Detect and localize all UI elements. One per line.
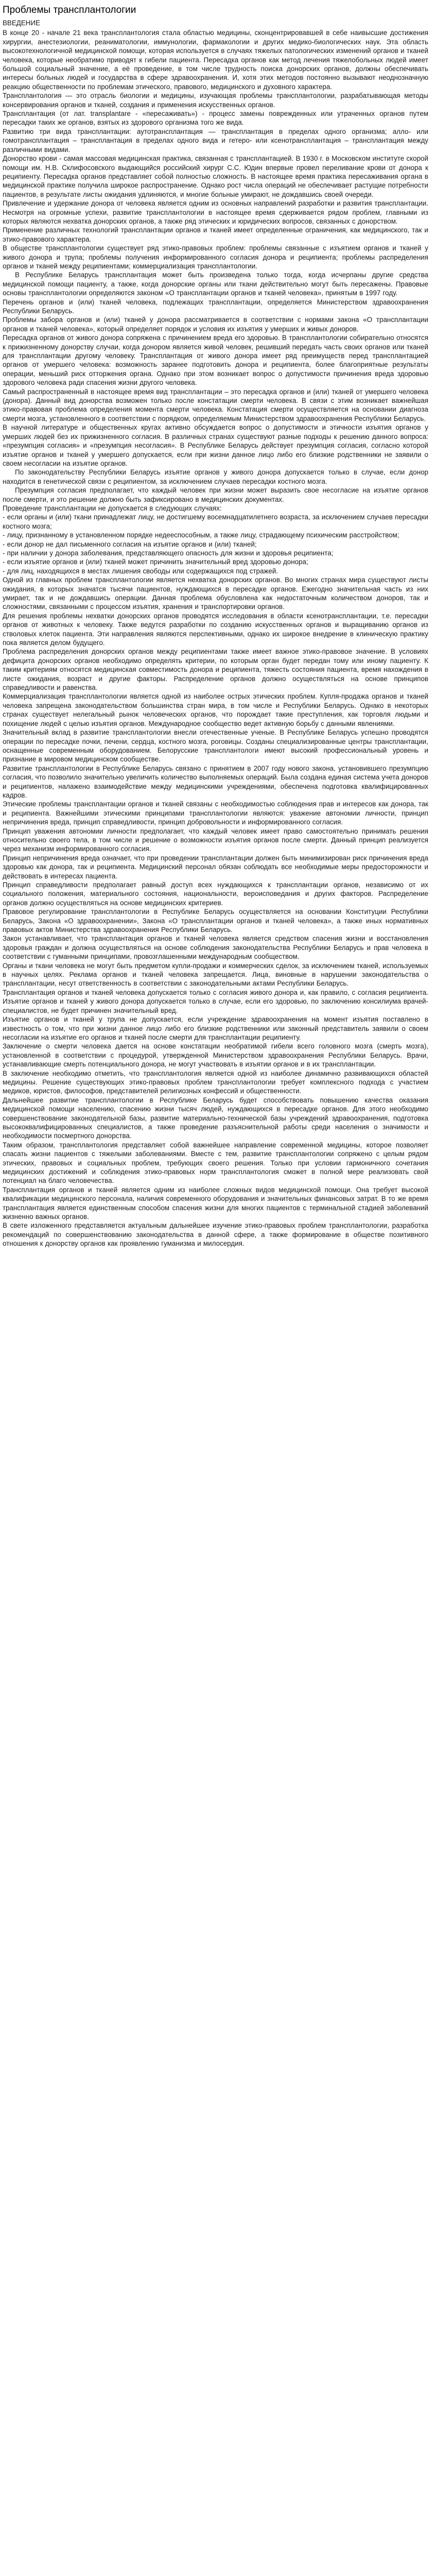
paragraph: Принцип уважения автономии личности предполагает, что каждый человек имеет право самостоятельно принимать решения относительно своего тела, в том числе и решение о возможности изъятия органов после смерти. Данный принцип реализуется через механизм информированного согласия. xyxy=(3,827,428,853)
dash-list-item: - если органы и (или) ткани принадлежат лицу, не достигшему восемнадцатилетнего возраста, за исключением случаев пересадки костного мозга; xyxy=(3,513,428,530)
paragraph: Самый распространенный в настоящее время вид трансплантации – это пересадка органов и (или) тканей от умершего человека (донора). Данный вид донорства возможен только после констатации смерти человека. В связи с этим возникает важнейшая этико-правовая проблема определения момента смерти человека. Констатация смерти осуществляется на основании диагноза смерти мозга, установленного в соответствии с порядком, определяемым Министерством здравоохранения Республики Беларусь. xyxy=(3,387,428,422)
paragraph: Принцип непричинения вреда означает, что при проведении трансплантации должен быть минимизирован риск причинения вреда здоровью как донора, так и реципиента. Медицинский персонал обязан соблюдать все необходимые меры предосторожности и действовать в интересах пациента. xyxy=(3,854,428,880)
dash-list-item: - лицу, признанному в установленном порядке недееспособным, а также лицу, страдающему психическим расстройством; xyxy=(3,531,399,539)
paragraph: Трансплантация органов и тканей является одним из наиболее сложных видов медицинской помощи. Она требует высокой квалификации медицинского персонала, наличия современного оборудования и значительных финансовых затрат. В то же время трансплантация является единственным способом спасения жизни для многих пациентов с терминальной стадией заболеваний жизненно важных органов. xyxy=(3,1185,428,1221)
paragraph: Правовое регулирование трансплантологии в Республике Беларусь осуществляется на основании Конституции Республики Беларусь, Закона «О здравоохранении», Закона «О трансплантации органов и тканей человека», а также иных нормативных правовых актов Министерства здравоохранения Республики Беларусь. xyxy=(3,908,428,934)
paragraph: Развитию три вида трансплантации: аутотрансплантация — трансплантация в пределах одного организма; алло- или гомотрансплантация – трансплантация в пределах одного вида и гетеро- или ксенотрансплантация – трансплантация между различными видами. xyxy=(3,127,428,154)
numbered-list-item: По законодательству Республики Беларусь изъятие органов у живого донора допускается только в случае, если донор находится в генетической связи с реципиентом, за исключением случаев пересадки костного мозга. xyxy=(3,468,428,485)
paragraph: Проблемы забора органов и (или) тканей у донора рассматривается в соответствии с нормами закона «О трансплантации органов и тканей человека», который определяет порядок и условия их изъятия у умерших и живых доноров. xyxy=(3,316,428,333)
paragraph: Развитие трансплантологии в Республике Беларусь связано с принятием в 2007 году нового закона, установившего презумпцию согласия, что позволило значительно увеличить количество выполняемых операций. Была создана единая система учета доноров и реципиентов, налажено взаимодействие между медицинскими учреждениями, обеспечена подготовка квалифицированных кадров. xyxy=(3,764,428,799)
section-heading: ВВЕДЕНИЕ xyxy=(3,19,41,27)
paragraph: Одной из главных проблем трансплантологии является нехватка донорских органов. Во многих странах мира существуют листы ожидания, в которых значатся тысячи пациентов, нуждающихся в пересадке органов. Ежегодно значительная часть из них умирает, так и не дождавшись операции. Данная проблема обусловлена как недостаточным количеством доноров, так и сложностями, связанными с процессом изъятия, хранения и транспортировки органов. xyxy=(3,576,428,611)
dash-list-intro: Проведение трансплантации не допускается в следующих случаях: xyxy=(3,504,222,512)
paragraph: Изъятие органов и тканей у трупа не допускается, если учреждение здравоохранения на момент изъятия поставлено в известность о том, что при жизни данное лицо либо его близкие родственники или законный представитель заявили о своем несогласии на изъятие его органов и тканей после смерти для трансплантации реципиенту. xyxy=(3,1015,428,1041)
paragraph: В Республике Беларусь трансплантация может быть произведена только тогда, когда исчерпаны другие средства медицинской помощи пациенту, а также, когда донорские органы или ткани действительно могут быть пересажены. Правовые основы трансплантологии определяются законом «О трансплантации органов и тканей человека», принятым в 1997 году. xyxy=(3,271,428,297)
paragraph: Трансплантация (от лат. transplantare - «пересаживать») - процесс замены поврежденных или утраченных органов путем пересадки таких же органов, взятых из здорового организма того же вида. xyxy=(3,110,428,127)
paragraph: Донорство крови - самая массовая медицинская практика, связанная с трансплантацией. В 1930 г. в Московском институте скорой помощи им. Н.В. Склифосовского выдающийся российский хирург С.С. Юдин впервые провел переливание крови от донора к реципиенту. Пересадка органов представляет собой полностью сложность. В настоящее время практика пересаживания органа в медицинской практике получила широкое распространение. Однако рост числа операций не обеспечивает растущие потребности пациентов, в результате листы ожидания удлиняются, и многие больные умирают, не дождавшись своей очереди. xyxy=(3,155,428,198)
paragraph: Перечень органов и (или) тканей человека, подлежащих трансплантации, определяется Министерством здравоохранения Республики Беларусь. xyxy=(3,298,428,315)
paragraph: Привлечение и удержание донора от человека является одним из основных направлений разработки и развития трансплантации. Несмотря на огромные успехи, развитие трансплантологии в настоящее время сдерживается рядом проблем, главными из которых являются нехватка донорских органов, а также ряд этических и юридических вопросов, связанных с донорством. xyxy=(3,199,428,225)
closing-paragraphs xyxy=(3,575,428,1248)
numbered-list xyxy=(3,468,428,504)
dash-list-item: - если донор не дал письменного согласия на изъятие органов и (или) тканей; xyxy=(3,540,257,548)
paragraph: Коммерциализация трансплантологии является одной из наиболее острых этических проблем. Купля-продажа органов и тканей человека запрещена законодательством большинства стран мира, в том числе и Республики Беларусь. Однако в некоторых странах существует нелегальный рынок человеческих органов, что порождает такие преступления, как торговля людьми и похищение людей с целью изъятия органов. Международное сообщество ведет активную борьбу с данными явлениями. xyxy=(3,692,428,727)
paragraph: В обществе трансплантологии существует ряд этико-правовых проблем: проблемы связанные с изъятием органов и тканей у живого донора и трупа; проблемы получения информированного согласия донора и реципиента; проблемы распределения органов и тканей между реципиентами; коммерциализация трансплантологии. xyxy=(3,244,428,270)
page-title: Проблемы трансплантологии xyxy=(3,5,136,15)
body-paragraphs xyxy=(3,28,428,468)
paragraph: В научной литературе и общественных кругах активно обсуждается вопрос о допустимости и этичности изъятия органов у умерших людей без их прижизненного согласия. В различных странах существуют разные подходы к решению данного вопроса: «презумпция согласия» и «презумпция несогласия». В Республике Беларусь действует презумпция согласия, согласно которой изъятие органов и тканей у умершего допускается, если при жизни данное лицо либо его близкие родственники не заявили о своем несогласии на изъятие органов. xyxy=(3,423,428,467)
numbered-list-item: Презумпция согласия предполагает, что каждый человек при жизни может выразить свое несогласие на изъятие органов после смерти, и это решение должно быть зафиксировано в медицинских документах. xyxy=(3,486,428,503)
dash-list-item: - для лиц, находящихся в местах лишения свободы или содержащихся под стражей. xyxy=(3,567,278,575)
paragraph: Для решения проблемы нехватки донорских органов проводятся исследования в области ксенотрансплантации, т.е. пересадки органов от животных к человеку. Также ведутся разработки по созданию искусственных органов и выращиванию органов из стволовых клеток пациента. Эти направления являются перспективными, однако их широкое внедрение в клиническую практику пока является делом будущего. xyxy=(3,612,428,647)
paragraph: Таким образом, трансплантология представляет собой важнейшее направление современной медицины, которое позволяет спасать жизни пациентов с тяжелыми заболеваниями. Вместе с тем, развитие трансплантологии сопряжено с целым рядом этических, правовых и социальных проблем, требующих своего решения. Только при условии гармоничного сочетания медицинских достижений и соблюдения этико-правовых норм трансплантология сможет в полной мере реализовать свой потенциал на благо человечества. xyxy=(3,1141,428,1185)
paragraph: Значительный вклад в развитие трансплантологии внесли отечественные ученые. В Республике Беларусь успешно проводятся операции по пересадке почки, печени, сердца, костного мозга, роговицы. Созданы специализированные центры трансплантации, оснащенные современным оборудованием. Белорусские трансплантологи имеют высокий профессиональный уровень и признание в мировом медицинском сообществе. xyxy=(3,728,428,764)
paragraph: Трансплантация органов и тканей человека допускается только с согласия живого донора и, как правило, с согласия реципиента. Изъятие органов и тканей у живого донора допускается только в случае, если его здоровью, по заключению консилиума врачей-специалистов, не будет причинен значительный вред. xyxy=(3,988,428,1014)
paragraph: Дальнейшее развитие трансплантологии в Республике Беларусь будет способствовать повышению качества оказания медицинской помощи населению, спасению жизни тысяч людей, нуждающихся в пересадке органов. Для этого необходимо совершенствование законодательной базы, развитие материально-технической базы учреждений здравоохранения, подготовка высококвалифицированных специалистов, а также проведение разъяснительной работы среди населения о значимости и необходимости посмертного донорства. xyxy=(3,1096,428,1140)
paragraph: В конце 20 - начале 21 века трансплантология стала областью медицины, сконцентрировавшей в себе наивысшие достижения хирургии, анестезиологии, реаниматологии, иммунологии, фармакологии и других медико-биологических наук. Эта область высокотехнологичной медицинской помощи, которая используется в случаях тяжелых патологических изменений органов и тканей человека, которые необратимо приводят к гибели пациента. Пересадка органов как метод лечения тяжелобольных людей имеет большой социальный значение, а её проведение, в том числе трудность поиска донорских органов, должны обеспечивать интересы больных людей и государства в сфере здравоохранения. И, хотя этих методов постоянно вызывают неоднозначную реакцию общественности по проблемам этического, правового, медицинского и духовного характера. xyxy=(3,29,428,91)
paragraph: В заключение необходимо отметить, что трансплантология является одной из наиболее динамично развивающихся областей медицины. Решение существующих этико-правовых проблем трансплантологии требует комплексного подхода с участием медиков, юристов, философов, представителей религиозных конфессий и общественности. xyxy=(3,1069,428,1095)
dash-list xyxy=(3,513,428,575)
dash-list-item: - если изъятие органов и (или) тканей может причинить значительный вред здоровью донора; xyxy=(3,558,308,566)
paragraph: Принцип справедливости предполагает равный доступ всех нуждающихся к трансплантации органов, независимо от их социального положения, материального состояния, национальности, вероисповедания и других факторов. Распределение органов должно осуществляться на основе медицинских критериев. xyxy=(3,881,428,907)
document-page xyxy=(0,0,431,1255)
paragraph: Этические проблемы трансплантации органов и тканей связаны с необходимостью соблюдения прав и интересов как донора, так и реципиента. Важнейшими этическими принципами трансплантологии являются: уважение автономии личности, принцип непричинения вреда, принцип справедливости, принцип добровольности и информированного согласия. xyxy=(3,800,428,826)
paragraph: Применение различных технологий трансплантации органов и тканей имеет определенные ограничения, как медицинского, так и этико-правового характера. xyxy=(3,226,428,243)
paragraph: Трансплантология — это отрасль биологии и медицины, изучающая проблемы трансплантологии, разрабатывающая методы консервирования органов и тканей, создания и применения искусственных органов. xyxy=(3,92,428,109)
paragraph: Пересадка органов от живого донора сопряжена с причинением вреда его здоровью. В трансплантологии собирательно относятся к прижизненному донорству случаи, когда донором является живой человек, решивший передать часть своих органов или тканей для трансплантации другому человеку. Трансплантация от живого донора имеет ряд преимуществ перед трансплантацией органов от умершего человека: возможность заранее подготовить донора и реципиента, более благоприятные результаты операции, меньший риск отторжения органа. Однако при этом возникает вопрос о допустимости причинения вреда здоровью здорового человека ради спасения жизни другого человека. xyxy=(3,334,428,387)
paragraph: Органы и ткани человека не могут быть предметом купли-продажи и коммерческих сделок, за исключением тканей, используемых в научных целях. Реклама органов и тканей человека запрещается. Лица, виновные в нарушении законодательства о трансплантации, несут ответственность в соответствии с законодательными актами Республики Беларусь. xyxy=(3,961,428,988)
paragraph: Заключение о смерти человека дается на основе констатации необратимой гибели всего головного мозга (смерть мозга), установленной в соответствии с процедурой, утвержденной Министерством здравоохранения Республики Беларусь. Врачи, устанавливающие смерть потенциального донора, не могут участвовать в изъятии органов и в их трансплантации. xyxy=(3,1042,428,1069)
paragraph: Закон устанавливает, что трансплантация органов и тканей человека является средством спасения жизни и восстановления здоровья граждан и должна осуществляться на основе соблюдения законодательства Республики Беларусь и прав человека в соответствии с гуманными принципами, провозглашенными международным сообществом. xyxy=(3,935,428,961)
paragraph: В свете изложенного представляется актуальным дальнейшее изучение этико-правовых проблем трансплантологии, разработка рекомендаций по совершенствованию законодательства в данной сфере, а также формирование в обществе позитивного отношения к донорству органов как проявлению гуманизма и милосердия. xyxy=(3,1222,428,1248)
paragraph: Проблема распределения донорских органов между реципиентами также имеет важное этико-правовое значение. В условиях дефицита донорских органов необходимо определять критерии, по которым орган будет передан тому или иному пациенту. К таким критериям относятся медицинская совместимость донора и реципиента, тяжесть состояния пациента, время нахождения в листе ожидания, возраст и другие факторы. Распределение органов должно осуществляться на основе принципов справедливости и равенства. xyxy=(3,648,428,692)
dash-list-item: - при наличии у донора заболевания, представляющего опасность для жизни и здоровья реципиента; xyxy=(3,549,334,557)
